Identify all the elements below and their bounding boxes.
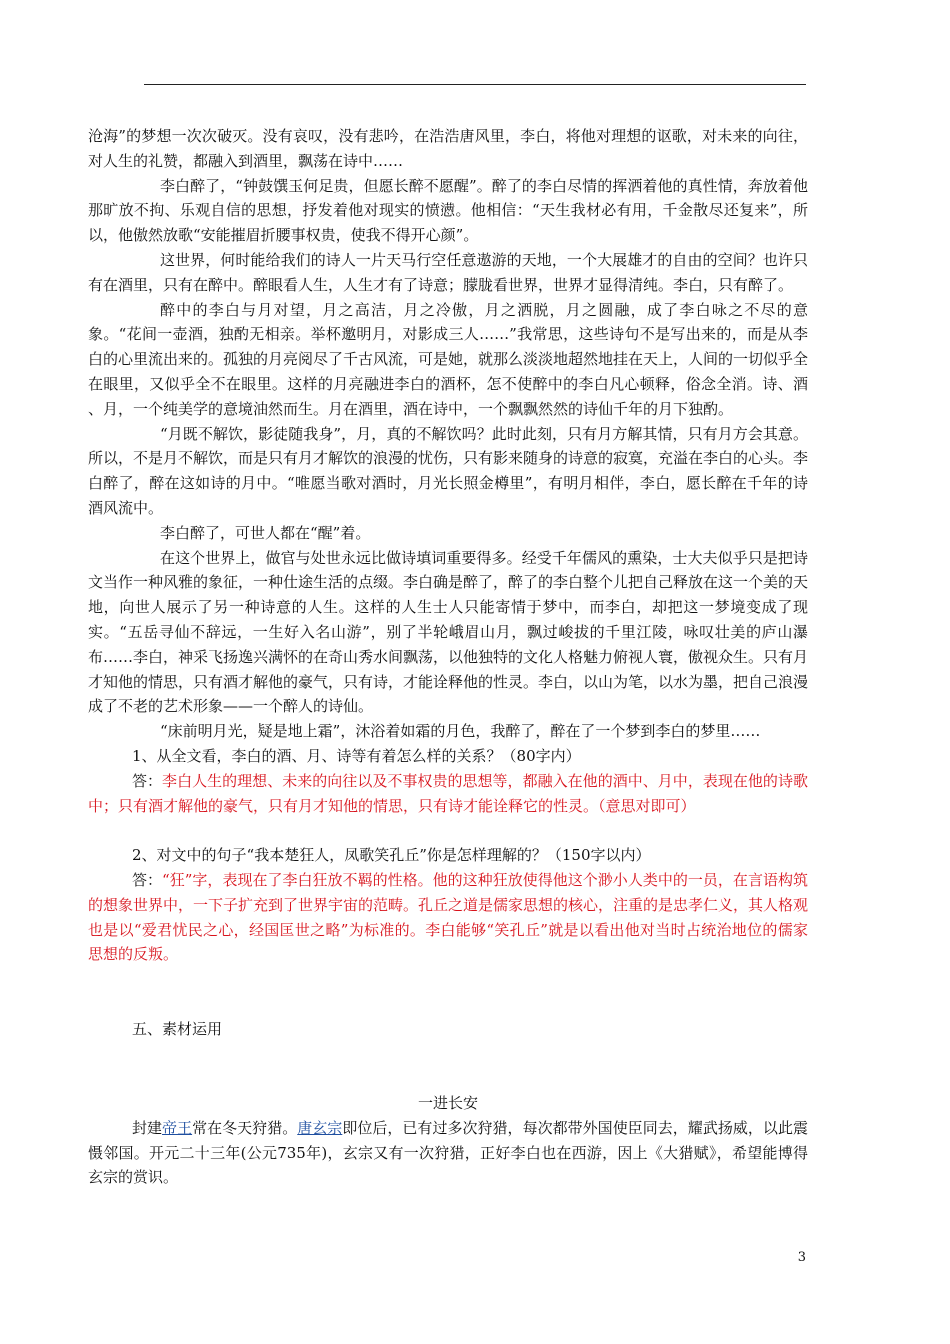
paragraph-6: 李白醉了，可世人都在“醒”着。 [160,523,371,542]
answer-2 [88,868,808,967]
story-text-c: 即位后，已有过多次狩猎，每次都带外国使臣同去，耀武扬威，以此震慑邻国。开元二十三年(公元735年)，玄宗又有一次狩猎，正好李白也在西游，因上《大猎赋》，希望能博得玄宗的赏识。 [88,1118,808,1187]
answer-label: 答： [132,771,163,790]
paragraph-5: “月既不解饮，影徒随我身”，月，真的不解饮吗？此时此刻，只有月方解其情，只有月方会其意。所以，不是月不解饮，而是只有月才解饮的浪漫的忧伤，只有影来随身的诗意的寂寞，充溢在李白的心头。李白醉了，醉在这如诗的月中。“唯愿当歌对酒时，月光长照金樽里”，有明月相伴，李白，愿长醉在千年的诗酒风流中。 [88,424,809,517]
question-1: 1、从全文看，李白的酒、月、诗等有着怎么样的关系？（80字内） [132,746,581,765]
paragraph-1: 沧海”的梦想一次次破灭。没有哀叹，没有悲吟，在浩浩唐风里，李白，将他对理想的讴歌，对未来的向往，对人生的礼赞，都融入到酒里，飘荡在诗中…… [88,127,808,170]
question-2: 2、对文中的句子“我本楚狂人，凤歌笑孔丘”你是怎样理解的？（150字以内） [132,846,651,865]
paragraph-4: 醉中的李白与月对望，月之高洁，月之冷傲，月之洒脱，月之圆融，成了李白咏之不尽的意象。“花间一壶酒，独酌无相亲。举杯邀明月，对影成三人……”我常思，这些诗句不是写出来的，而是从李白的心里流出来的。孤独的月亮阅尽了千古风流，可是她，就那么淡淡地超然地挂在天上，人间的一切似乎全在眼里，又似乎全不在眼里。这样的月亮融进李白的酒杯，怎不使醉中的李白凡心顿释，俗念全消。诗、酒 、月，一个纯美学的意境油然而生。月在酒里，酒在诗中，一个飘飘然然的诗仙千年的月下独酌。 [88,300,809,418]
paragraph-8: “床前明月光，疑是地上霜”，沐浴着如霜的月色，我醉了，醉在了一个梦到李白的梦里…… [160,722,761,741]
link-tang-xuanzong[interactable]: 唐玄宗 [297,1118,343,1137]
spacer [88,818,808,843]
header-rule [144,84,806,85]
answer-1-text: 李白人生的理想、未来的向往以及不事权贵的思想等，都融入在他的酒中、月中，表现在他的诗歌中；只有酒才解他的豪气，只有月才知他的情思，只有诗才能诠释它的性灵。（意思对即可） [88,771,808,815]
answer-2-text: “狂”字，表现在了李白狂放不羁的性格。他的这种狂放使得他这个渺小人类中的一员，在言语构筑的想象世界中，一下子扩充到了世界宇宙的范畴。孔丘之道是儒家思想的核心，注重的是忠孝仁义，其人格观也是以“爱君忧民之心，经国匡世之略”为标准的。李白能够“笑孔丘”就是以看出他对当时占统治地位的儒家思想的反叛。 [88,870,809,964]
answer-1 [88,769,808,819]
story-paragraph [88,1116,808,1190]
spacer [88,1066,808,1091]
spacer [88,992,808,1017]
paragraph-7: 在这个世界上，做官与处世永远比做诗填词重要得多。经受千年儒风的熏染，士大夫似乎只是把诗文当作一种风雅的象征，一种仕途生活的点缀。李白确是醉了，醉了的李白整个儿把自己释放在这一个美的天地，向世人展示了另一种诗意的人生。这样的人生士人只能寄情于梦中，而李白，却把这一梦境变成了现实。“五岳寻仙不辞远，一生好入名山游”，别了半轮峨眉山月，飘过峻拔的千里江陵，咏叹壮美的庐山瀑布……李白，神采飞扬逸兴满怀的在奇山秀水间飘荡，以他独特的文化人格魅力俯视人寰，傲视众生。只有月才知他的情思，只有酒才解他的豪气，只有诗，才能诠释他的性灵。李白，以山为笔，以水为墨，把自己浪漫成了不老的艺术形象——一个醉人的诗仙。 [88,548,809,716]
link-emperor[interactable]: 帝王 [162,1118,193,1137]
spacer [88,1041,808,1066]
paragraph-2: 李白醉了，“钟鼓馔玉何足贵，但愿长醉不愿醒”。醉了的李白尽情的挥洒着他的真性情，奔放着他那旷放不拘、乐观自信的思想，抒发着他对现实的愤懑。他相信：“天生我材必有用，千金散尽还复来”，所以，他傲然放歌“安能摧眉折腰事权贵，使我不得开心颜”。 [88,176,808,245]
page-number: 3 [797,1250,806,1265]
section-heading: 五、素材运用 [132,1019,223,1038]
document-body [88,124,808,1190]
story-text-b: 常在冬天狩猎。 [192,1118,298,1137]
story-title: 一进长安 [417,1094,478,1113]
answer-label: 答： [132,870,163,889]
spacer [88,967,808,992]
story-text-a: 封建 [132,1118,163,1137]
paragraph-3: 这世界，何时能给我们的诗人一片天马行空任意遨游的天地，一个大展雄才的自由的空间？也许只有在酒里，只有在醉中。醉眼看人生，人生才有了诗意；朦胧看世界，世界才显得清纯。李白，只有醉了。 [88,250,808,294]
